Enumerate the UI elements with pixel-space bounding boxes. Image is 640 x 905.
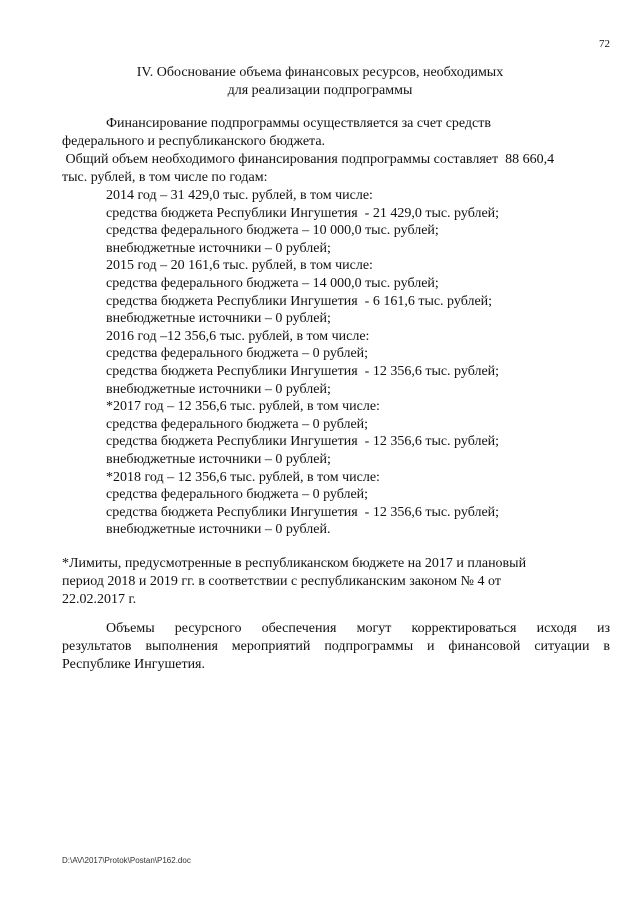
breakdown-line: 2016 год –12 356,6 тыс. рублей, в том числе: bbox=[106, 328, 370, 344]
file-path-footer: D:\AV\2017\Protok\Postan\P162.doc bbox=[62, 856, 191, 865]
total-line-1: Общий объем необходимого финансирования подпрограммы составляет 88 660,4 bbox=[62, 152, 555, 167]
breakdown-line: *2017 год – 12 356,6 тыс. рублей, в том числе: bbox=[106, 399, 380, 415]
breakdown-line: внебюджетные источники – 0 рублей; bbox=[106, 311, 331, 327]
intro-line-1: Финансирование подпрограммы осуществляется за счет средств bbox=[106, 116, 491, 131]
breakdown-line: средства федерального бюджета – 0 рублей; bbox=[106, 487, 369, 503]
closing-paragraph bbox=[62, 620, 610, 674]
breakdown-line: средства бюджета Республики Ингушетия - 12 356,6 тыс. рублей; bbox=[106, 504, 500, 520]
intro-paragraph bbox=[62, 115, 602, 151]
breakdown-line: средства бюджета Республики Ингушетия - 12 356,6 тыс. рублей; bbox=[106, 363, 500, 379]
breakdown-line: средства федерального бюджета – 14 000,0 тыс. рублей; bbox=[106, 275, 439, 291]
breakdown-line: внебюджетные источники – 0 рублей; bbox=[106, 381, 331, 397]
breakdown-line: 2015 год – 20 161,6 тыс. рублей, в том числе: bbox=[106, 258, 373, 274]
total-funding-paragraph bbox=[62, 151, 607, 187]
heading-line-1: IV. Обоснование объема финансовых ресурсов, необходимых bbox=[136, 65, 504, 80]
breakdown-line: *2018 год – 12 356,6 тыс. рублей, в том числе: bbox=[106, 469, 380, 485]
breakdown-line: внебюджетные источники – 0 рублей; bbox=[106, 240, 331, 256]
breakdown-line: внебюджетные источники – 0 рублей; bbox=[106, 451, 331, 467]
closing-line-3: Республике Ингушетия. bbox=[62, 657, 205, 672]
limits-line-2: период 2018 и 2019 гг. в соответствии с республиканским законом № 4 от bbox=[62, 574, 501, 589]
intro-line-2: федерального и республиканского бюджета. bbox=[62, 134, 326, 149]
section-heading bbox=[0, 64, 640, 100]
heading-line-2: для реализации подпрограммы bbox=[227, 83, 413, 98]
breakdown-line: внебюджетные источники – 0 рублей. bbox=[106, 522, 331, 538]
breakdown-line: средства федерального бюджета – 0 рублей; bbox=[106, 416, 369, 432]
limits-line-3: 22.02.2017 г. bbox=[62, 592, 137, 607]
limits-footnote bbox=[62, 555, 607, 609]
breakdown-line: средства федерального бюджета – 0 рублей; bbox=[106, 346, 369, 362]
closing-line-1: Объемы ресурсного обеспечения могут корректироваться исходя из bbox=[106, 621, 610, 636]
yearly-breakdown bbox=[106, 187, 606, 539]
closing-line-2: результатов выполнения мероприятий подпрограммы и финансовой ситуации в bbox=[62, 639, 610, 654]
breakdown-line: средства бюджета Республики Ингушетия - 6 161,6 тыс. рублей; bbox=[106, 293, 493, 309]
breakdown-line: средства бюджета Республики Ингушетия - 12 356,6 тыс. рублей; bbox=[106, 434, 500, 450]
total-line-2: тыс. рублей, в том числе по годам: bbox=[62, 170, 268, 185]
breakdown-line: средства федерального бюджета – 10 000,0 тыс. рублей; bbox=[106, 223, 439, 239]
breakdown-line: 2014 год – 31 429,0 тыс. рублей, в том числе: bbox=[106, 188, 373, 203]
limits-line-1: *Лимиты, предусмотренные в республиканском бюджете на 2017 и плановый bbox=[62, 556, 527, 571]
page-number: 72 bbox=[599, 38, 610, 50]
breakdown-line: средства бюджета Республики Ингушетия - 21 429,0 тыс. рублей; bbox=[106, 205, 500, 221]
